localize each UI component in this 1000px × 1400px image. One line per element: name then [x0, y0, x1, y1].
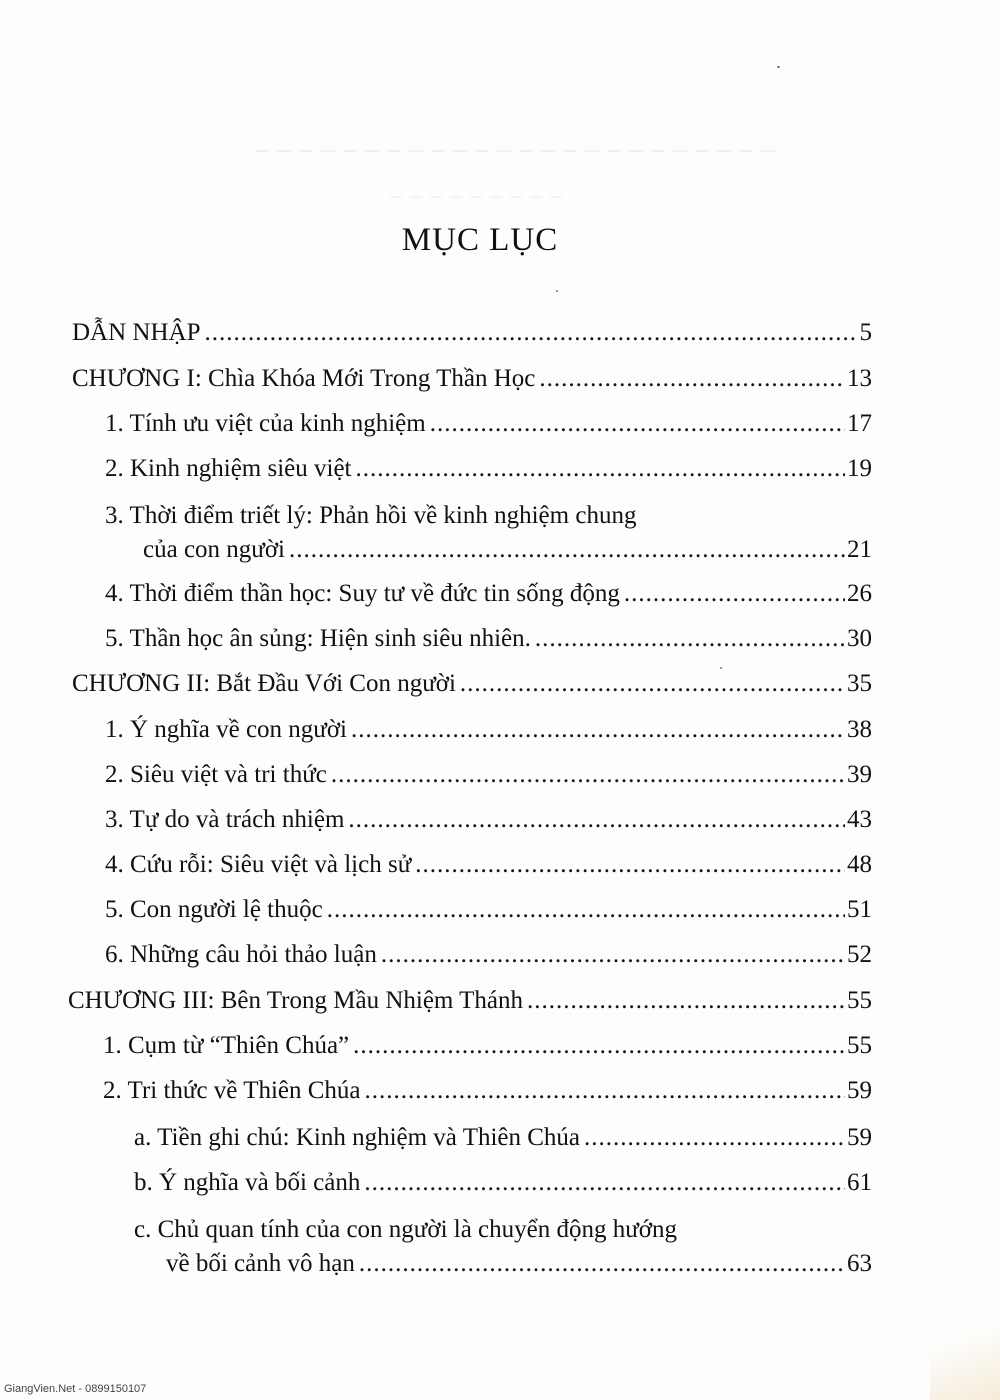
toc-page-number: 55: [847, 1032, 872, 1059]
leader-dots: [353, 1029, 845, 1062]
toc-entry[interactable]: [72, 667, 872, 700]
toc-entry[interactable]: [103, 1074, 872, 1107]
toc-entry-title: 3. Tự do và trách nhiệm: [105, 806, 345, 833]
page-title: MỤC LỤC: [401, 222, 559, 258]
toc-page-number: 26: [847, 580, 872, 607]
page-corner-tint: [930, 1260, 1000, 1400]
leader-dots: [348, 803, 845, 836]
toc-entry-title: CHƯƠNG I: Chìa Khóa Mới Trong Thần Học: [72, 365, 536, 392]
toc-page-number: 38: [847, 716, 872, 743]
toc-entry[interactable]: [105, 938, 872, 971]
leader-dots: [624, 577, 845, 610]
toc-entry[interactable]: [105, 758, 872, 791]
toc-page-number: 63: [847, 1250, 872, 1277]
leader-dots: [204, 316, 857, 349]
toc-entry[interactable]: [68, 984, 872, 1017]
leader-dots: [460, 667, 845, 700]
toc-entry-title: 2. Tri thức về Thiên Chúa: [103, 1077, 361, 1104]
toc-entry[interactable]: [105, 893, 872, 926]
toc-entry[interactable]: [105, 848, 872, 881]
toc-entry-title: 5. Con người lệ thuộc: [105, 896, 323, 923]
toc-page-number: 35: [847, 670, 872, 697]
toc-entry-title: CHƯƠNG III: Bên Trong Mầu Nhiệm Thánh: [68, 987, 524, 1014]
toc-page-number: 59: [847, 1077, 872, 1104]
toc-entry-title: 5. Thần học ân sủng: Hiện sinh siêu nhiên.: [105, 625, 531, 652]
leader-dots: [539, 362, 845, 395]
toc-page-number: 13: [847, 365, 872, 392]
leader-dots: [584, 1121, 845, 1154]
toc-entry-title: 1. Ý nghĩa về con người: [105, 716, 348, 743]
toc-entry-title: 1. Tính ưu việt của kinh nghiệm: [105, 410, 426, 437]
leader-dots: [359, 1247, 845, 1280]
toc-entry[interactable]: [134, 1121, 872, 1154]
toc-entry-title[interactable]: c. Chủ quan tính của con người là chuyển động hướng: [134, 1216, 678, 1243]
toc-entry[interactable]: [143, 533, 872, 566]
toc-entry-title: 4. Cứu rỗi: Siêu việt và lịch sử: [105, 851, 412, 878]
toc-entry[interactable]: [105, 622, 872, 655]
leader-dots: [415, 848, 845, 881]
leader-dots: [364, 1166, 845, 1199]
toc-entry[interactable]: [105, 407, 872, 440]
toc-entry-title: 1. Cụm từ “Thiên Chúa”: [103, 1032, 350, 1059]
toc-page-number: 52: [847, 941, 872, 968]
toc-entry[interactable]: [166, 1247, 872, 1280]
toc-page-number: 55: [847, 987, 872, 1014]
leader-dots: [356, 452, 846, 485]
leader-dots: [331, 758, 845, 791]
toc-entry[interactable]: [72, 362, 872, 395]
toc-entry-title: CHƯƠNG II: Bắt Đầu Với Con người: [72, 670, 456, 697]
toc-entry-title: DẪN NHẬP: [72, 319, 201, 346]
toc-entry-title: 6. Những câu hỏi thảo luận: [105, 941, 377, 968]
toc-entry[interactable]: [105, 803, 872, 836]
leader-dots: [527, 984, 845, 1017]
toc-entry-title: 2. Kinh nghiệm siêu việt: [105, 455, 352, 482]
toc-entry-title[interactable]: 3. Thời điểm triết lý: Phản hồi về kinh nghiệm chung: [105, 502, 637, 529]
toc-page-number: 51: [847, 896, 872, 923]
toc-page-number: 61: [847, 1169, 872, 1196]
leader-dots: [289, 533, 845, 566]
toc-entry-title: b. Ý nghĩa và bối cảnh: [134, 1169, 361, 1196]
toc-page-number: 30: [847, 625, 872, 652]
watermark-footer: GiangVien.Net - 0899150107: [4, 1383, 147, 1395]
toc-entry-title: 2. Siêu việt và tri thức: [105, 761, 327, 788]
toc-entry[interactable]: [72, 316, 872, 349]
toc-page-number: 21: [847, 536, 872, 563]
leader-dots: [365, 1074, 845, 1107]
toc-entry[interactable]: [134, 1166, 872, 1199]
leader-dots: [430, 407, 845, 440]
toc-entry[interactable]: [103, 1029, 872, 1062]
toc-entry-title-continuation: của con người: [143, 536, 286, 563]
toc-page-number: 5: [859, 319, 872, 346]
toc-page-number: 48: [847, 851, 872, 878]
leader-dots: [381, 938, 845, 971]
leader-dots: [327, 893, 845, 926]
toc-entry-title-continuation: về bối cảnh vô hạn: [166, 1250, 355, 1277]
toc-entry-title: 4. Thời điểm thần học: Suy tư về đức tin sống động: [105, 580, 620, 607]
toc-entry[interactable]: [105, 452, 872, 485]
toc-page-number: 39: [847, 761, 872, 788]
toc-entry-title: a. Tiền ghi chú: Kinh nghiệm và Thiên Chúa: [134, 1124, 581, 1151]
leader-dots: [351, 713, 845, 746]
leader-dots: [535, 622, 845, 655]
toc-page-number: 59: [847, 1124, 872, 1151]
toc-entry[interactable]: [105, 577, 872, 610]
toc-page-number: 43: [847, 806, 872, 833]
toc-page-number: 17: [847, 410, 872, 437]
toc-page-number: 19: [847, 455, 872, 482]
toc-entry[interactable]: [105, 713, 872, 746]
